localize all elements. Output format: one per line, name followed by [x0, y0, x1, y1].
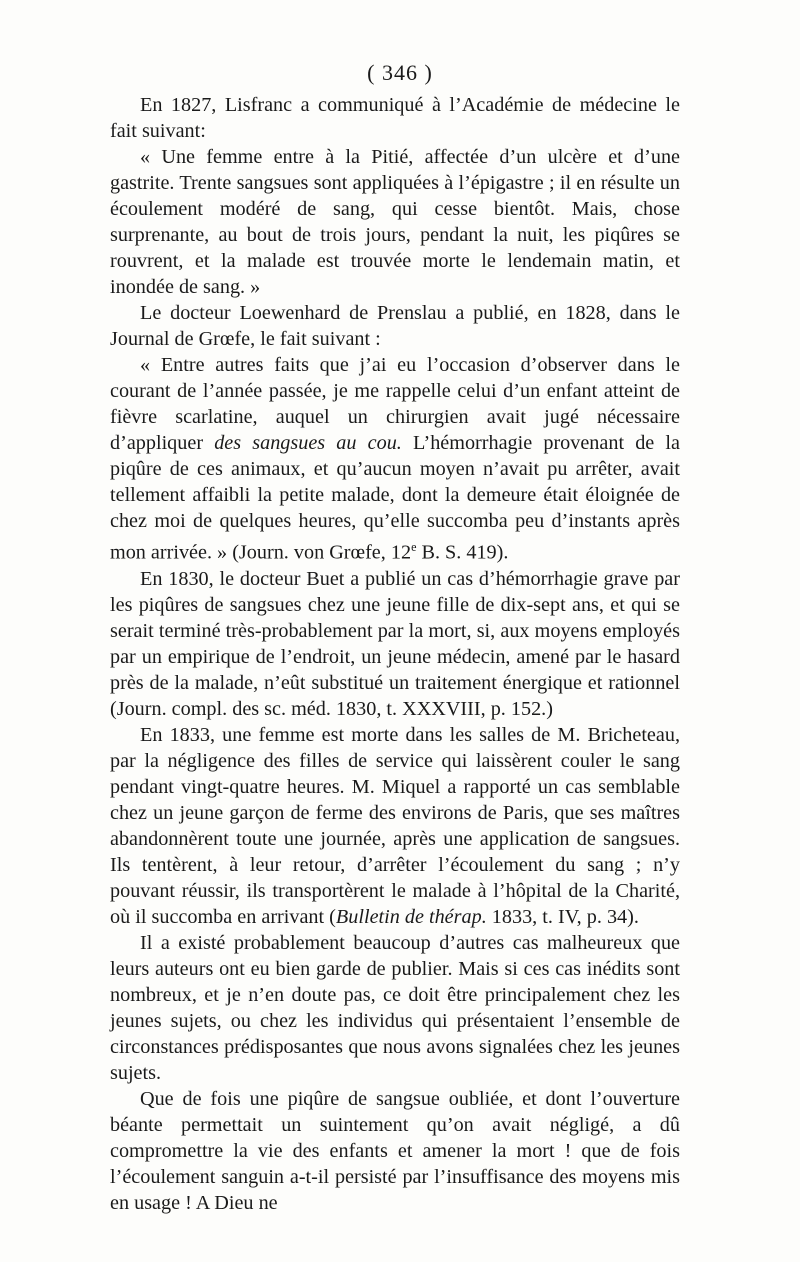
- paragraph-4: [110, 352, 680, 566]
- text-segment: Il a existé probablement beaucoup d’autres cas malheureux que leurs auteurs ont eu bien garde de publier. Mais si ces cas inédits sont nombreux, et je n’en doute pas, ce doit être principalement chez les jeunes sujets, ou chez les individus qui présentaient l’ensemble de circonstances prédisposantes que nous avons signalées chez les jeunes sujets.: [110, 931, 680, 1084]
- text-segment: B. S. 419).: [416, 541, 509, 564]
- page-number: ( 346 ): [367, 60, 433, 85]
- text-segment: « Une femme entre à la Pitié, affectée d’un ulcère et d’une gastrite. Trente sangsues sont appliquées à l’épigastre ; il en résulte un écoulement modéré de sang, qui cesse bientôt. Mais, chose surprenante, au bout de trois jours, pendant la nuit, les piqûres se rouvrent, et la malade est trouvée morte le lendemain matin, et inondée de sang. »: [110, 146, 680, 298]
- body-text: [110, 92, 680, 1216]
- text-segment: 1833, t. IV, p. 34).: [486, 905, 639, 928]
- paragraph-7: [110, 930, 680, 1086]
- text-segment: Que de fois une piqûre de sangsue oubliée, et dont l’ouverture béante permettait un suintement qu’on avait négligé, a dû compromettre la vie des enfants et amener la mort ! que de fois l’écoulement sanguin a-t-il persisté par l’insuffisance des moyens mis en usage ! A Dieu ne: [110, 1087, 680, 1214]
- text-segment: « Entre autres faits que j’ai eu l’occasion d’observer dans le courant de l’année passée, je me rappelle celui d’un enfant atteint de fièvre scarlatine, auquel un chirurgien avait jugé nécessaire d’appliquer: [110, 354, 680, 454]
- text-segment: En 1827, Lisfranc a communiqué à l’Académie de médecine le fait suivant:: [110, 94, 680, 142]
- text-segment: Le docteur Loewenhard de Prenslau a publié, en 1828, dans le Journal de Grœfe, le fait suivant :: [110, 302, 680, 350]
- text-segment: En 1830, le docteur Buet a publié un cas d’hémorrhagie grave par les piqûres de sangsues chez une jeune fille de dix-sept ans, et qui se serait terminé très-probablement par la mort, si, aux moyens employés par un empirique de l’endroit, un jeune médecin, amené par le hasard près de la malade, n’eût substitué un traitement énergique et rationnel (Journ. compl. des sc. méd. 1830, t. XXXVIII, p. 152.): [110, 567, 680, 720]
- text-segment: L’hémorrhagie provenant de la piqûre de ces animaux, et qu’aucun moyen n’avait pu arrêter, avait tellement affaibli la petite malade, dont la demeure était éloignée de chez moi de quelques heures, qu’elle succomba peu d’instants après mon arrivée. » (Journ. von Grœfe, 12: [110, 432, 680, 564]
- paragraph-2: [110, 144, 680, 300]
- paragraph-5: [110, 566, 680, 722]
- text-segment: En 1833, une femme est morte dans les salles de M. Bricheteau, par la négligence des filles de service qui laissèrent couler le sang pendant vingt-quatre heures. M. Miquel a rapporté un cas semblable chez un jeune garçon de ferme des environs de Paris, que ses maîtres abandonnèrent toute une journée, après une application de sangsues. Ils tentèrent, à leur retour, d’arrêter l’écoulement du sang ; n’y pouvant réussir, ils transportèrent le malade à l’hôpital de la Charité, où il succomba en arrivant (: [110, 723, 680, 928]
- paragraph-8: [110, 1086, 680, 1216]
- superscript-text: e: [411, 540, 417, 554]
- paragraph-1: [110, 92, 680, 144]
- italic-text: des sangsues au cou.: [214, 432, 402, 454]
- paragraph-3: [110, 300, 680, 352]
- paragraph-6: [110, 722, 680, 930]
- italic-text: Bulletin de thérap.: [335, 905, 487, 928]
